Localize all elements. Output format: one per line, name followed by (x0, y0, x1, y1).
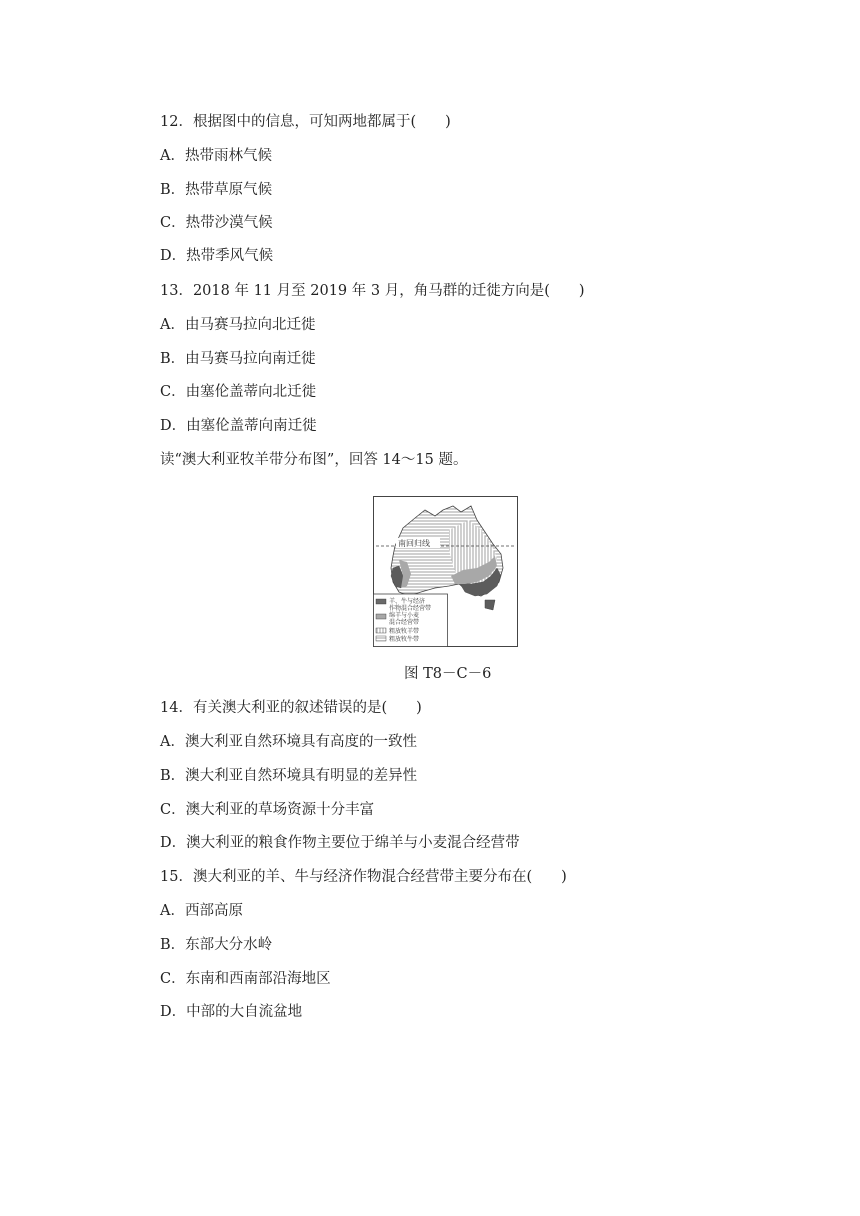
question-13-option-c: C．由塞伦盖蒂向北迁徙 (160, 384, 317, 400)
question-14-option-b: B．澳大利亚自然环境具有明显的差异性 (160, 768, 418, 784)
question-14-option-c: C．澳大利亚的草场资源十分丰富 (160, 802, 375, 818)
question-15-option-b: B．东部大分水岭 (160, 937, 273, 953)
legend-swatch-extensive-cattle (376, 636, 386, 641)
question-14-option-a: A．澳大利亚自然环境具有高度的一致性 (160, 734, 417, 750)
question-15-option-c: C．东南和西南部沿海地区 (160, 971, 331, 987)
question-13-option-d: D．由塞伦盖蒂向南迁徙 (160, 418, 317, 434)
question-13-stem: 13．2018 年 11 月至 2019 年 3 月，角马群的迁徙方向是( ) (160, 283, 585, 299)
question-13-option-a: A．由马赛马拉向北迁徙 (160, 317, 316, 333)
question-14-stem: 14．有关澳大利亚的叙述错误的是( ) (160, 700, 422, 716)
question-12-option-c: C．热带沙漠气候 (160, 215, 273, 231)
legend-swatch-mixed-farming (376, 599, 386, 604)
figure-caption: 图 T8－C－6 (404, 666, 492, 682)
legend-label-3: 粗放牧羊带 (389, 628, 420, 635)
legend-swatch-extensive-sheep (376, 628, 386, 633)
question-15-option-a: A．西部高原 (160, 903, 243, 919)
legend-swatch-sheep-wheat (376, 614, 386, 619)
question-15-stem: 15．澳大利亚的羊、牛与经济作物混合经营带主要分布在( ) (160, 869, 567, 885)
question-12-option-b: B．热带草原气候 (160, 182, 273, 198)
question-15-option-d: D．中部的大自流盆地 (160, 1004, 303, 1020)
legend-label-2b: 混合经营带 (389, 619, 420, 626)
question-12-option-d: D．热带季风气候 (160, 248, 274, 264)
question-12-stem: 12．根据图中的信息，可知两地都属于( ) (160, 114, 451, 130)
question-12-option-a: A．热带雨林气候 (160, 148, 272, 164)
legend-label-1a: 羊、牛与经济 (389, 598, 426, 605)
legend-label-2a: 绵羊与小麦 (389, 612, 420, 619)
question-13-option-b: B．由马赛马拉向南迁徙 (160, 351, 316, 367)
tropic-of-capricorn-label: 南回归线 (398, 539, 430, 548)
legend-label-4: 粗放牧牛带 (389, 636, 420, 643)
australia-sheep-belt-map (373, 496, 518, 647)
passage-intro: 读“澳大利亚牧羊带分布图”，回答 14～15 题。 (160, 452, 468, 468)
legend-label-1b: 作物混合经营带 (389, 605, 432, 612)
question-14-option-d: D．澳大利亚的粮食作物主要位于绵羊与小麦混合经营带 (160, 835, 520, 851)
